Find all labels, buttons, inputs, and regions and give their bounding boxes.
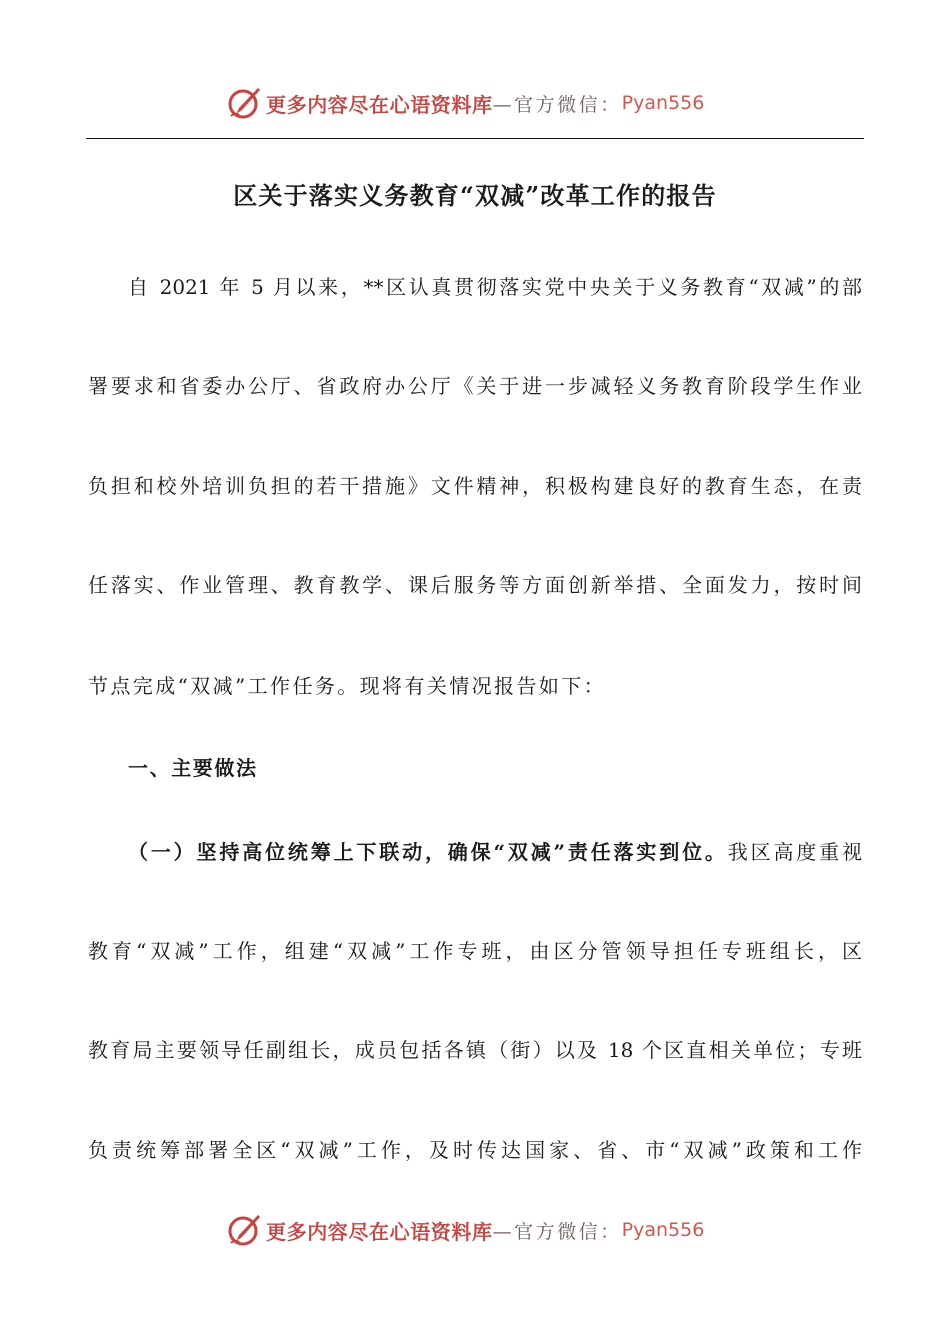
intro-line-3: 负担和校外培训负担的若干措施》文件精神，积极构建良好的教育生态，在责 xyxy=(88,474,862,498)
subsection-1-line-4: 负责统筹部署全区“双减”工作，及时传达国家、省、市“双减”政策和工作 xyxy=(88,1138,862,1162)
document-title: 区关于落实义务教育“双减”改革工作的报告 xyxy=(233,181,717,210)
watermark-separator: —官方微信： xyxy=(492,93,622,116)
subsection-1-lead-bold: （一）坚持高位统筹上下联动，确保“双减”责任落实到位。 xyxy=(128,840,728,864)
footer-watermark xyxy=(226,1212,704,1248)
header-watermark xyxy=(226,85,704,121)
watermark-wechat-id: Pyan556 xyxy=(621,92,705,114)
header-divider xyxy=(86,138,864,139)
watermark-brand: 更多内容尽在心语资料库 xyxy=(266,92,493,117)
intro-line-2: 署要求和省委办公厅、省政府办公厅《关于进一步减轻义务教育阶段学生作业 xyxy=(88,374,862,398)
watermark-brand: 更多内容尽在心语资料库 xyxy=(266,1219,493,1244)
subsection-1-lead-rest: 我区高度重视 xyxy=(727,840,862,864)
intro-line-5: 节点完成“双减”工作任务。现将有关情况报告如下： xyxy=(88,674,607,698)
subsection-1-line-2: 教育“双减”工作，组建“双减”工作专班，由区分管领导担任专班组长，区 xyxy=(88,939,862,963)
subsection-1-lead-line xyxy=(128,839,862,865)
intro-line-1: 自 2021 年 5 月以来，**区认真贯彻落实党中央关于义务教育“双减”的部 xyxy=(128,275,862,299)
subsection-1-line-3: 教育局主要领导任副组长，成员包括各镇（街）以及 18 个区直相关单位；专班 xyxy=(88,1038,862,1062)
pen-circle-icon xyxy=(226,85,262,121)
watermark-separator: —官方微信： xyxy=(492,1220,622,1243)
section-heading-1: 一、主要做法 xyxy=(128,756,258,780)
pen-circle-icon xyxy=(226,1212,262,1248)
intro-line-4: 任落实、作业管理、教育教学、课后服务等方面创新举措、全面发力，按时间 xyxy=(88,573,862,597)
watermark-wechat-id: Pyan556 xyxy=(621,1219,705,1241)
